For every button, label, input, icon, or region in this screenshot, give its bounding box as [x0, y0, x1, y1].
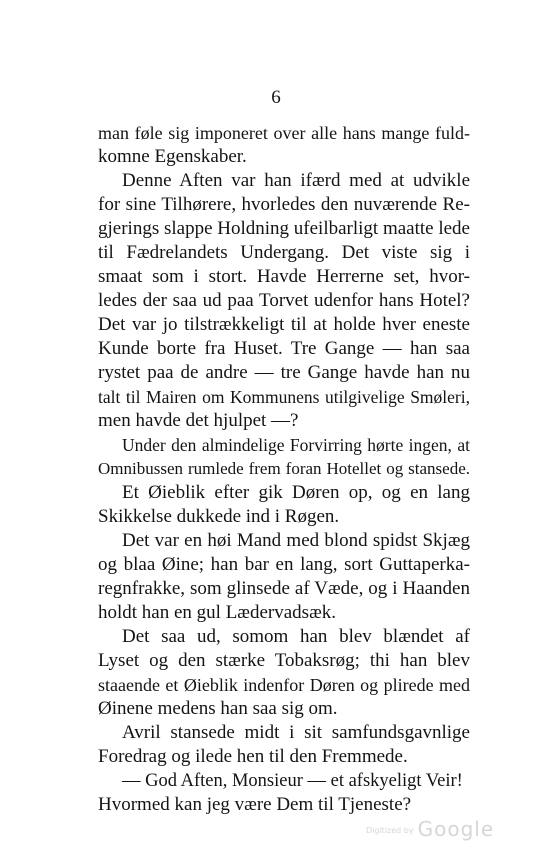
text-line: og blaa Øine; han bar en lang, sort Guttaperka- [98, 554, 470, 575]
text-line: Omnibussen rumlede frem foran Hotellet og stansede. [98, 459, 470, 478]
page-number: 6 [271, 87, 281, 108]
text-line: Skikkelse dukkede ind i Røgen. [98, 506, 340, 527]
text-line: gjerings slappe Holdning ufeilbarligt maatte lede [98, 218, 470, 239]
text-line: Foredrag og ilede hen til den Fremmede. [98, 746, 408, 767]
text-line: komne Egenskaber. [98, 146, 247, 167]
text-line: Avril stansede midt i sit samfundsgavnlige [122, 722, 470, 743]
text-line: rystet paa de andre — tre Gange havde han nu [98, 362, 470, 383]
text-line: Det var en høi Mand med blond spidst Skjæg [122, 530, 470, 551]
text-line: regnfrakke, som glinsede af Væde, og i Haanden [98, 578, 470, 599]
text-line: Lyset og den stærke Tobaksrøg; thi han blev [98, 650, 470, 671]
text-line: Det var jo tilstrækkeligt til at holde hver eneste [98, 314, 470, 335]
watermark-brand: Google [417, 817, 495, 841]
digitized-watermark [366, 817, 494, 843]
text-line: — God Aften, Monsieur — et afskyeligt Veir! [122, 771, 463, 791]
text-line: til Fædrelandets Undergang. Det viste sig i [98, 242, 470, 263]
text-line: Det saa ud, somom han blev blændet af [122, 626, 470, 647]
text-line: man føle sig imponeret over alle hans mange fuld- [98, 123, 470, 143]
text-line: smaat som i stort. Havde Herrerne set, hvor- [98, 266, 470, 287]
watermark-prefix: Digitized by [366, 825, 414, 835]
text-line: holdt han en gul Lædervadsæk. [98, 602, 336, 623]
text-line: for sine Tilhørere, hvorledes den nuværende Re- [98, 194, 470, 215]
text-line: Kunde borte fra Huset. Tre Gange — han saa [98, 338, 470, 359]
text-line: Hvormed kan jeg være Dem til Tjeneste? [98, 794, 412, 815]
text-line: talt til Mairen om Kommunens utilgivelige Smøleri, [98, 387, 470, 407]
text-line: Denne Aften var han ifærd med at udvikle [122, 170, 470, 191]
text-line: men havde det hjulpet —? [98, 410, 299, 431]
text-line: staaende et Øieblik indenfor Døren og plirede med [98, 675, 470, 695]
text-line: Et Øieblik efter gik Døren op, og en lang [122, 482, 470, 503]
text-line: Øinene medens han saa sig om. [98, 698, 338, 719]
text-line: ledes der saa ud paa Torvet udenfor hans Hotel? [98, 290, 470, 311]
text-line: Under den almindelige Forvirring hørte ingen, at [122, 435, 470, 455]
